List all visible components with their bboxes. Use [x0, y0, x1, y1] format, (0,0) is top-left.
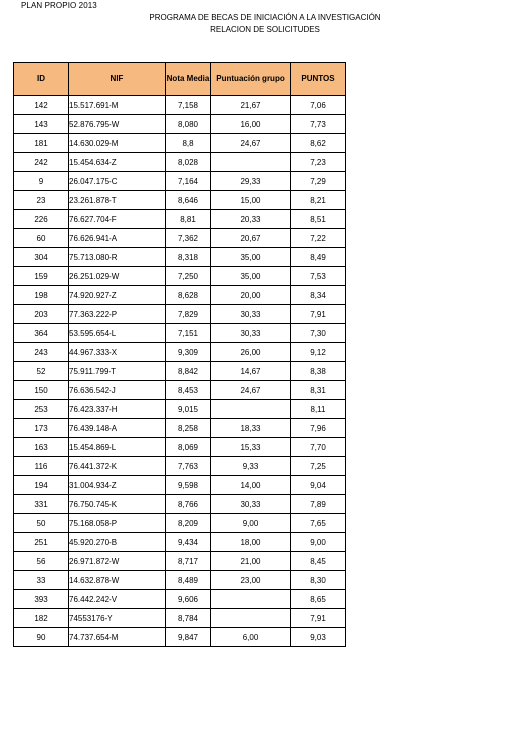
plan-label: PLAN PROPIO 2013 — [21, 1, 97, 10]
cell-nota-media: 8,489 — [166, 571, 211, 590]
cell-nif: 76.423.337-H — [69, 400, 166, 419]
table-row — [14, 495, 346, 514]
table-row — [14, 381, 346, 400]
cell-nif: 26.047.175-C — [69, 172, 166, 191]
table-header — [14, 63, 346, 96]
cell-nif: 31.004.934-Z — [69, 476, 166, 495]
cell-puntos: 7,73 — [291, 115, 346, 134]
cell-nif: 76.750.745-K — [69, 495, 166, 514]
table-row — [14, 286, 346, 305]
cell-id: 23 — [14, 191, 69, 210]
table-row — [14, 400, 346, 419]
cell-nota-media: 8,8 — [166, 134, 211, 153]
cell-puntos: 7,91 — [291, 609, 346, 628]
cell-puntuacion-grupo: 30,33 — [211, 305, 291, 324]
table-row — [14, 96, 346, 115]
cell-puntos: 8,31 — [291, 381, 346, 400]
cell-puntuacion-grupo: 18,00 — [211, 533, 291, 552]
table-row — [14, 457, 346, 476]
cell-nota-media: 8,453 — [166, 381, 211, 400]
cell-puntos: 7,53 — [291, 267, 346, 286]
cell-puntos: 7,70 — [291, 438, 346, 457]
cell-nota-media: 8,258 — [166, 419, 211, 438]
cell-puntuacion-grupo — [211, 153, 291, 172]
cell-puntos: 8,34 — [291, 286, 346, 305]
table-row — [14, 514, 346, 533]
cell-id: 116 — [14, 457, 69, 476]
cell-id: 52 — [14, 362, 69, 381]
cell-puntos: 7,23 — [291, 153, 346, 172]
cell-puntuacion-grupo: 35,00 — [211, 267, 291, 286]
cell-puntuacion-grupo: 20,67 — [211, 229, 291, 248]
cell-id: 364 — [14, 324, 69, 343]
cell-puntos: 7,22 — [291, 229, 346, 248]
table-row — [14, 229, 346, 248]
cell-nif: 75.713.080-R — [69, 248, 166, 267]
cell-nota-media: 7,151 — [166, 324, 211, 343]
table-row — [14, 210, 346, 229]
cell-puntuacion-grupo: 30,33 — [211, 324, 291, 343]
table-row — [14, 438, 346, 457]
cell-nif: 75.911.799-T — [69, 362, 166, 381]
cell-puntuacion-grupo: 30,33 — [211, 495, 291, 514]
cell-nif: 15.454.634-Z — [69, 153, 166, 172]
cell-puntos: 8,49 — [291, 248, 346, 267]
cell-puntos: 7,29 — [291, 172, 346, 191]
cell-puntuacion-grupo: 35,00 — [211, 248, 291, 267]
cell-id: 194 — [14, 476, 69, 495]
cell-nota-media: 8,028 — [166, 153, 211, 172]
cell-puntuacion-grupo: 20,33 — [211, 210, 291, 229]
table-row — [14, 248, 346, 267]
cell-puntuacion-grupo: 15,33 — [211, 438, 291, 457]
cell-id: 60 — [14, 229, 69, 248]
table-row — [14, 362, 346, 381]
table-row — [14, 115, 346, 134]
table-row — [14, 476, 346, 495]
column-header-nif: NIF — [69, 63, 166, 96]
table-body — [14, 96, 346, 647]
cell-nota-media: 9,598 — [166, 476, 211, 495]
column-header-nota-media: Nota Media — [166, 63, 211, 96]
table-row — [14, 628, 346, 647]
cell-nota-media: 8,069 — [166, 438, 211, 457]
cell-nota-media: 9,847 — [166, 628, 211, 647]
cell-id: 56 — [14, 552, 69, 571]
cell-id: 33 — [14, 571, 69, 590]
cell-id: 50 — [14, 514, 69, 533]
cell-puntuacion-grupo: 18,33 — [211, 419, 291, 438]
cell-puntos: 9,04 — [291, 476, 346, 495]
cell-id: 203 — [14, 305, 69, 324]
cell-nota-media: 7,250 — [166, 267, 211, 286]
cell-id: 198 — [14, 286, 69, 305]
cell-id: 182 — [14, 609, 69, 628]
cell-nota-media: 8,646 — [166, 191, 211, 210]
cell-puntuacion-grupo — [211, 400, 291, 419]
document-heading — [120, 12, 410, 36]
cell-id: 251 — [14, 533, 69, 552]
cell-nif: 15.454.869-L — [69, 438, 166, 457]
cell-id: 143 — [14, 115, 69, 134]
cell-nota-media: 8,628 — [166, 286, 211, 305]
cell-nota-media: 9,606 — [166, 590, 211, 609]
cell-nif: 52.876.795-W — [69, 115, 166, 134]
table-row — [14, 324, 346, 343]
cell-id: 173 — [14, 419, 69, 438]
cell-nota-media: 7,158 — [166, 96, 211, 115]
table-row — [14, 191, 346, 210]
cell-nif: 76.626.941-A — [69, 229, 166, 248]
cell-puntos: 8,30 — [291, 571, 346, 590]
cell-id: 150 — [14, 381, 69, 400]
cell-nif: 74.920.927-Z — [69, 286, 166, 305]
cell-puntuacion-grupo: 14,67 — [211, 362, 291, 381]
cell-puntos: 8,65 — [291, 590, 346, 609]
cell-nota-media: 9,434 — [166, 533, 211, 552]
cell-puntos: 7,25 — [291, 457, 346, 476]
cell-id: 9 — [14, 172, 69, 191]
cell-nota-media: 8,784 — [166, 609, 211, 628]
table-row — [14, 571, 346, 590]
cell-nif: 14.630.029-M — [69, 134, 166, 153]
cell-puntos: 9,00 — [291, 533, 346, 552]
cell-puntuacion-grupo: 24,67 — [211, 134, 291, 153]
cell-nota-media: 9,309 — [166, 343, 211, 362]
cell-puntos: 7,06 — [291, 96, 346, 115]
cell-nif: 44.967.333-X — [69, 343, 166, 362]
cell-puntuacion-grupo: 14,00 — [211, 476, 291, 495]
table-row — [14, 172, 346, 191]
column-header-puntos: PUNTOS — [291, 63, 346, 96]
cell-puntuacion-grupo: 23,00 — [211, 571, 291, 590]
cell-puntuacion-grupo: 21,00 — [211, 552, 291, 571]
cell-nota-media: 8,318 — [166, 248, 211, 267]
cell-puntos: 8,51 — [291, 210, 346, 229]
table-row — [14, 533, 346, 552]
cell-nota-media: 8,080 — [166, 115, 211, 134]
cell-nota-media: 9,015 — [166, 400, 211, 419]
cell-puntos: 8,45 — [291, 552, 346, 571]
cell-id: 243 — [14, 343, 69, 362]
table-row — [14, 134, 346, 153]
cell-puntos: 7,30 — [291, 324, 346, 343]
cell-nota-media: 7,362 — [166, 229, 211, 248]
cell-nif: 76.442.242-V — [69, 590, 166, 609]
cell-nif: 75.168.058-P — [69, 514, 166, 533]
cell-puntuacion-grupo — [211, 609, 291, 628]
cell-id: 181 — [14, 134, 69, 153]
cell-id: 242 — [14, 153, 69, 172]
cell-nif: 74553176-Y — [69, 609, 166, 628]
cell-puntuacion-grupo: 16,00 — [211, 115, 291, 134]
cell-puntuacion-grupo: 26,00 — [211, 343, 291, 362]
cell-puntuacion-grupo — [211, 590, 291, 609]
cell-puntos: 9,12 — [291, 343, 346, 362]
cell-puntos: 9,03 — [291, 628, 346, 647]
cell-nif: 15.517.691-M — [69, 96, 166, 115]
cell-nota-media: 7,763 — [166, 457, 211, 476]
document-title: PROGRAMA DE BECAS DE INICIACIÓN A LA INVESTIGACIÓN — [149, 13, 381, 22]
cell-nota-media: 7,829 — [166, 305, 211, 324]
cell-id: 90 — [14, 628, 69, 647]
table-row — [14, 419, 346, 438]
cell-nif: 76.441.372-K — [69, 457, 166, 476]
cell-puntuacion-grupo: 15,00 — [211, 191, 291, 210]
column-header-puntuacion-grupo: Puntuación grupo — [211, 63, 291, 96]
cell-puntuacion-grupo: 9,33 — [211, 457, 291, 476]
table-row — [14, 305, 346, 324]
cell-puntuacion-grupo: 6,00 — [211, 628, 291, 647]
cell-nif: 76.627.704-F — [69, 210, 166, 229]
cell-nota-media: 8,717 — [166, 552, 211, 571]
cell-puntos: 8,21 — [291, 191, 346, 210]
table-row — [14, 267, 346, 286]
cell-nota-media: 7,164 — [166, 172, 211, 191]
cell-nif: 74.737.654-M — [69, 628, 166, 647]
cell-nota-media: 8,209 — [166, 514, 211, 533]
cell-id: 226 — [14, 210, 69, 229]
table-row — [14, 552, 346, 571]
cell-puntuacion-grupo: 9,00 — [211, 514, 291, 533]
cell-nota-media: 8,766 — [166, 495, 211, 514]
cell-id: 331 — [14, 495, 69, 514]
cell-puntuacion-grupo: 29,33 — [211, 172, 291, 191]
cell-puntuacion-grupo: 24,67 — [211, 381, 291, 400]
header-row — [14, 63, 346, 96]
document-subtitle: RELACION DE SOLICITUDES — [210, 25, 320, 34]
column-header-id: ID — [14, 63, 69, 96]
solicitudes-table — [13, 62, 346, 647]
cell-nif: 76.636.542-J — [69, 381, 166, 400]
cell-puntos: 8,38 — [291, 362, 346, 381]
cell-nif: 76.439.148-A — [69, 419, 166, 438]
table-row — [14, 590, 346, 609]
cell-nota-media: 8,842 — [166, 362, 211, 381]
cell-id: 304 — [14, 248, 69, 267]
cell-puntos: 7,65 — [291, 514, 346, 533]
cell-puntos: 8,62 — [291, 134, 346, 153]
cell-id: 159 — [14, 267, 69, 286]
cell-id: 163 — [14, 438, 69, 457]
table-row — [14, 153, 346, 172]
cell-nif: 77.363.222-P — [69, 305, 166, 324]
cell-nif: 26.971.872-W — [69, 552, 166, 571]
cell-nif: 26.251.029-W — [69, 267, 166, 286]
cell-puntuacion-grupo: 21,67 — [211, 96, 291, 115]
cell-puntos: 7,89 — [291, 495, 346, 514]
cell-puntuacion-grupo: 20,00 — [211, 286, 291, 305]
cell-nif: 14.632.878-W — [69, 571, 166, 590]
table-row — [14, 609, 346, 628]
table-row — [14, 343, 346, 362]
cell-nif: 23.261.878-T — [69, 191, 166, 210]
cell-puntos: 7,96 — [291, 419, 346, 438]
cell-puntos: 7,91 — [291, 305, 346, 324]
cell-id: 393 — [14, 590, 69, 609]
cell-id: 142 — [14, 96, 69, 115]
cell-puntos: 8,11 — [291, 400, 346, 419]
cell-nota-media: 8,81 — [166, 210, 211, 229]
cell-nif: 45.920.270-B — [69, 533, 166, 552]
cell-id: 253 — [14, 400, 69, 419]
cell-nif: 53.595.654-L — [69, 324, 166, 343]
